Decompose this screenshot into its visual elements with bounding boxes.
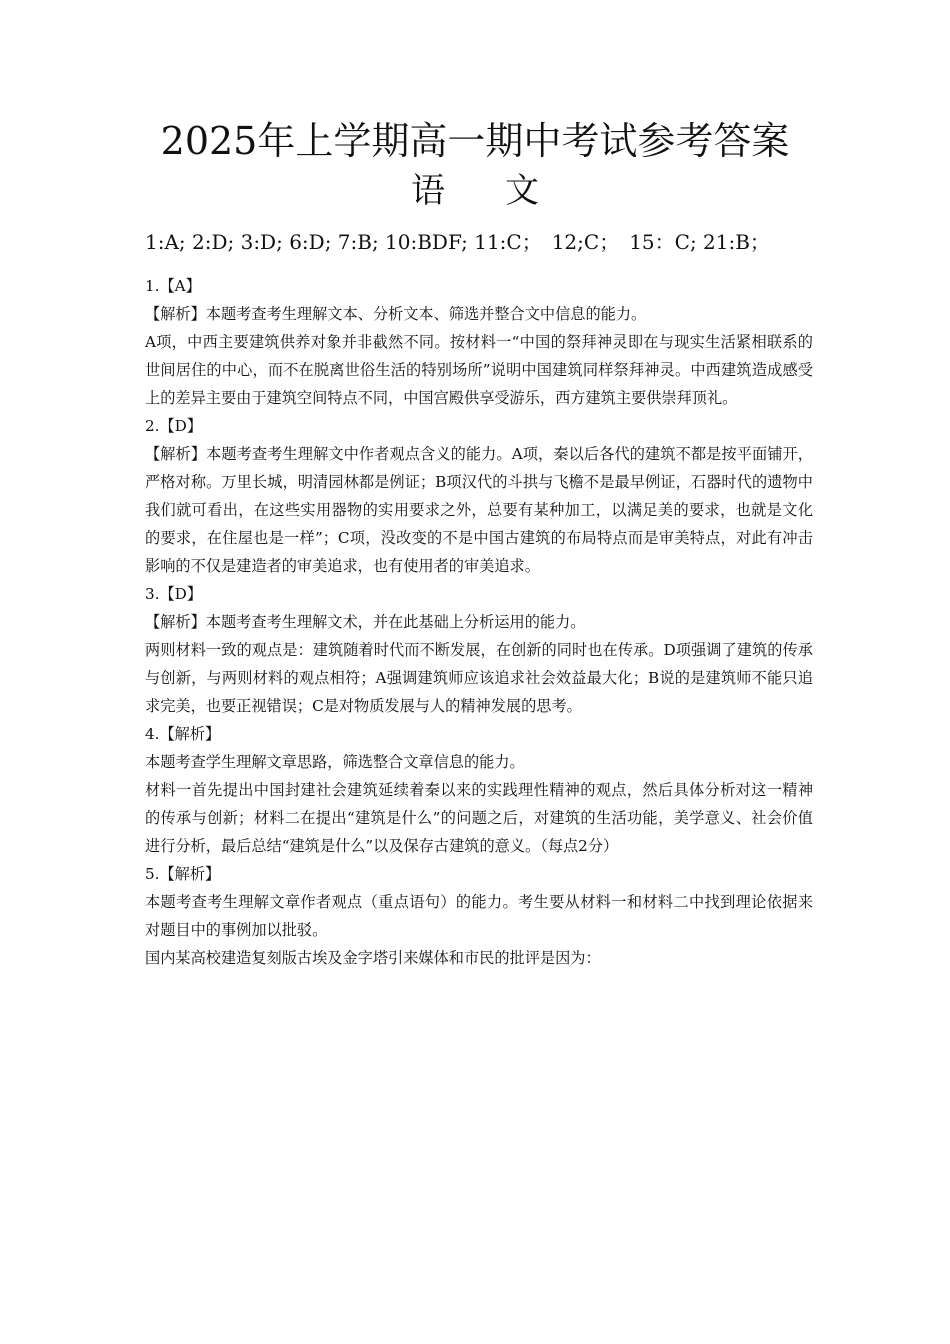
answer-key-line: 1:A; 2:D; 3:D; 6:D; 7:B; 10:BDF; 11:C； 12;C； 15：C; 21:B； [145, 230, 770, 254]
explanations [145, 272, 813, 972]
section-2-paragraph-1: 【解析】本题考查考生理解文中作者观点含义的能力。A项，秦以后各代的建筑不都是按平面铺开，严格对称。万里长城，明清园林都是例证；B项汉代的斗拱与飞檐不是最早例证，石器时代的遗物中我们就可看出，在这些实用器物的实用要求之外，总要有某种加工，以满足美的要求，也就是文化的要求，在住屋也是一样”；C项，没改变的不是中国古建筑的布局特点而是审美特点，对此有冲击影响的不仅是建造者的审美追求，也有使用者的审美追求。 [145, 445, 813, 575]
section-3-paragraph-1: 【解析】本题考查考生理解文术，并在此基础上分析运用的能力。 [145, 613, 586, 631]
page-subtitle: 语文 [411, 171, 599, 211]
section-4-paragraph-1: 本题考查学生理解文章思路，筛选整合文章信息的能力。 [145, 753, 525, 771]
section-4-heading: 4.【解析】 [145, 725, 221, 743]
section-1-paragraph-2: A项，中西主要建筑供养对象并非截然不同。按材料一“中国的祭拜神灵即在与现实生活紧相联系的世间居住的中心，而不在脱离世俗生活的特别场所”说明中国建筑同样祭拜神灵。中西建筑造成感受上的差异主要由于建筑空间特点不同，中国宫殿供享受游乐，西方建筑主要供崇拜顶礼。 [145, 333, 813, 407]
section-1-paragraph-1: 【解析】本题考查考生理解文本、分析文本、筛选并整合文中信息的能力。 [145, 305, 647, 323]
section-1-heading: 1.【A】 [145, 277, 201, 295]
section-3-paragraph-2: 两则材料一致的观点是：建筑随着时代而不断发展，在创新的同时也在传承。D项强调了建筑的传承与创新，与两则材料的观点相符；A强调建筑师应该追求社会效益最大化；B说的是建筑师不能只追求完美，也要正视错误；C是对物质发展与人的精神发展的思考。 [145, 641, 813, 715]
section-5-paragraph-2: 国内某高校建造复刻版古埃及金字塔引来媒体和市民的批评是因为： [145, 949, 601, 967]
section-2-heading: 2.【D】 [145, 417, 203, 435]
section-4-paragraph-2: 材料一首先提出中国封建社会建筑延续着秦以来的实践理性精神的观点，然后具体分析对这一精神的传承与创新；材料二在提出“建筑是什么”的问题之后，对建筑的生活功能，美学意义、社会价值进行分析，最后总结“建筑是什么”以及保存古建筑的意义。（每点2分） [145, 781, 813, 855]
page-title: 2025年上学期高一期中考试参考答案 [160, 119, 790, 163]
section-5-paragraph-1: 本题考查考生理解文章作者观点（重点语句）的能力。考生要从材料一和材料二中找到理论依据来对题目中的事例加以批驳。 [145, 893, 813, 939]
section-3-heading: 3.【D】 [145, 585, 203, 603]
section-5-heading: 5.【解析】 [145, 865, 221, 883]
